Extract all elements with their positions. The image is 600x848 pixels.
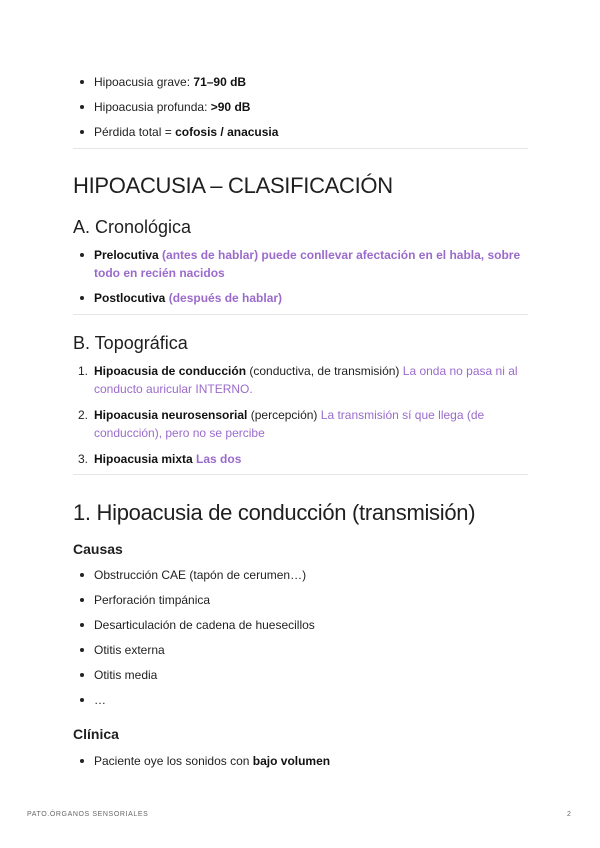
top-list — [73, 73, 528, 141]
list-item: Hipoacusia grave: 71–90 dB — [73, 73, 528, 91]
list-item: Paciente oye los sonidos con bajo volumen — [73, 752, 528, 770]
divider — [73, 474, 528, 475]
list-item: Pérdida total = cofosis / anacusia — [73, 123, 528, 141]
conduccion-title: 1. Hipoacusia de conducción (transmisión) — [73, 500, 476, 525]
footer-title: PATO.ÓRGANOS SENSORIALES — [27, 811, 149, 818]
topografica-list — [73, 362, 528, 468]
list-item: 1. Hipoacusia de conducción (conductiva, de transmisión) La onda no pasa ni al conducto auricular INTERNO. — [78, 364, 518, 396]
list-item: Otitis externa — [73, 641, 528, 659]
list-item: 3. Hipoacusia mixta Las dos — [78, 452, 242, 466]
causas-heading: Causas — [73, 541, 123, 557]
list-item: Hipoacusia profunda: >90 dB — [73, 98, 528, 116]
list-item: Prelocutiva (antes de hablar) puede conllevar afectación en el habla, sobre todo en recién nacidos — [73, 246, 528, 282]
list-item: Otitis media — [73, 666, 528, 684]
causas-list — [73, 566, 528, 709]
list-item: Obstrucción CAE (tapón de cerumen…) — [73, 566, 528, 584]
list-item: Postlocutiva (después de hablar) — [73, 289, 528, 307]
divider — [73, 314, 528, 315]
clinica-list — [73, 752, 528, 770]
divider — [73, 148, 528, 149]
section-title: HIPOACUSIA – CLASIFICACIÓN — [73, 173, 393, 198]
cronologica-heading: A. Cronológica — [73, 217, 192, 237]
topografica-heading: B. Topográfica — [73, 333, 188, 353]
list-item: Perforación timpánica — [73, 591, 528, 609]
clinica-heading: Clínica — [73, 726, 119, 742]
list-item: 2. Hipoacusia neurosensorial (percepción) La transmisión sí que llega (de conducción), pero no se percibe — [78, 408, 485, 440]
list-item: Desarticulación de cadena de huesecillos — [73, 616, 528, 634]
cronologica-list — [73, 246, 528, 307]
page-number: 2 — [567, 811, 572, 818]
list-item: … — [73, 691, 528, 709]
